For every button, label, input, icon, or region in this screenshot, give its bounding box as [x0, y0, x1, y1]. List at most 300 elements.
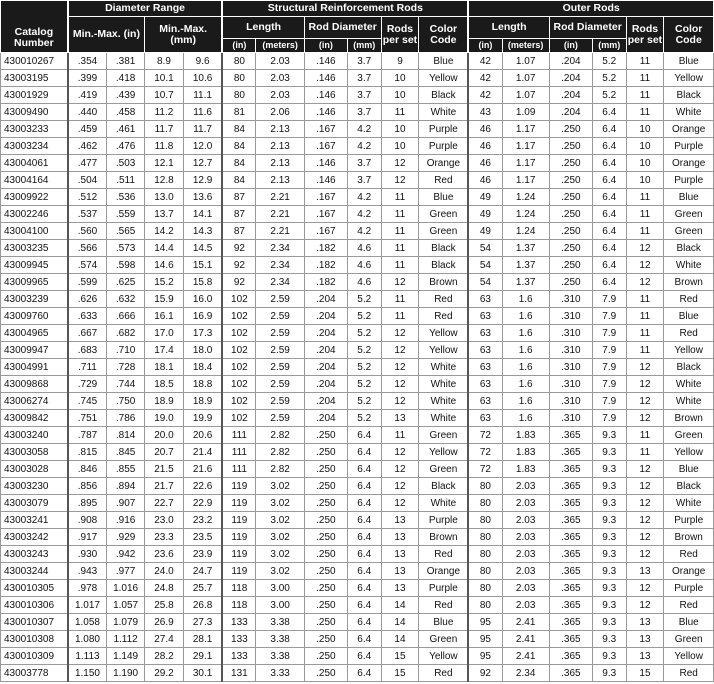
outer-length-in-unit: (in) — [468, 39, 502, 53]
outer-diameter-mm-cell: 7.9 — [592, 291, 626, 308]
structural-length-in-cell: 111 — [222, 444, 256, 461]
outer-length-in-cell: 46 — [468, 121, 502, 138]
outer-color-code-cell: Purple — [664, 172, 714, 189]
outer-length-meters-cell: 2.03 — [502, 512, 549, 529]
structural-color-code-cell: Purple — [419, 512, 468, 529]
outer-rods-per-set-header: Rods per set — [626, 17, 664, 53]
catalog-number-cell: 430010307 — [1, 614, 68, 631]
structural-rods-per-set-header: Rods per set — [381, 17, 419, 53]
structural-diameter-in-cell: .167 — [304, 138, 347, 155]
diameter-max-mm-cell: 19.9 — [183, 410, 222, 427]
diameter-min-mm-cell: 8.9 — [145, 53, 184, 70]
diameter-max-in-cell: .503 — [107, 155, 145, 172]
diameter-max-mm-cell: 14.3 — [183, 223, 222, 240]
diameter-min-mm-cell: 13.0 — [145, 189, 184, 206]
outer-rods-per-set-cell: 11 — [626, 53, 664, 70]
diameter-max-in-cell: .894 — [107, 478, 145, 495]
outer-color-code-cell: Black — [664, 87, 714, 104]
diameter-max-mm-cell: 24.7 — [183, 563, 222, 580]
structural-color-code-cell: Black — [419, 240, 468, 257]
outer-diameter-in-cell: .250 — [549, 172, 592, 189]
outer-diameter-in-cell: .365 — [549, 529, 592, 546]
structural-color-code-cell: Green — [419, 206, 468, 223]
outer-rods-per-set-cell: 12 — [626, 393, 664, 410]
table-row — [1, 240, 714, 257]
outer-rods-per-set-cell: 12 — [626, 274, 664, 291]
structural-length-meters-cell: 2.21 — [256, 206, 304, 223]
structural-length-meters-cell: 2.13 — [256, 155, 304, 172]
catalog-number-cell: 43009490 — [1, 104, 68, 121]
structural-color-code-cell: Red — [419, 665, 468, 682]
structural-rods-per-set-cell: 12 — [381, 461, 419, 478]
structural-diameter-mm-cell: 6.4 — [347, 427, 381, 444]
outer-diameter-in-cell: .365 — [549, 512, 592, 529]
diameter-min-in-cell: 1.113 — [68, 648, 107, 665]
structural-color-code-cell: Yellow — [419, 70, 468, 87]
structural-diameter-mm-cell: 3.7 — [347, 155, 381, 172]
structural-diameter-mm-cell: 5.2 — [347, 393, 381, 410]
structural-length-meters-cell: 3.02 — [256, 478, 304, 495]
structural-length-meters-unit: (meters) — [256, 39, 304, 53]
outer-length-in-cell: 54 — [468, 257, 502, 274]
outer-diameter-in-cell: .250 — [549, 189, 592, 206]
outer-length-in-cell: 63 — [468, 376, 502, 393]
structural-length-in-cell: 111 — [222, 461, 256, 478]
diameter-max-mm-cell: 27.3 — [183, 614, 222, 631]
catalog-number-cell: 43003243 — [1, 546, 68, 563]
structural-length-in-cell: 133 — [222, 648, 256, 665]
outer-diameter-mm-cell: 9.3 — [592, 563, 626, 580]
diameter-max-mm-cell: 14.5 — [183, 240, 222, 257]
outer-length-header: Length — [468, 17, 549, 39]
structural-rods-per-set-cell: 9 — [381, 53, 419, 70]
outer-diameter-in-cell: .250 — [549, 155, 592, 172]
structural-length-in-cell: 102 — [222, 308, 256, 325]
structural-diameter-in-cell: .250 — [304, 597, 347, 614]
structural-length-in-cell: 87 — [222, 206, 256, 223]
outer-length-in-cell: 63 — [468, 359, 502, 376]
outer-rods-per-set-cell: 12 — [626, 461, 664, 478]
outer-length-meters-cell: 1.24 — [502, 189, 549, 206]
diameter-min-in-cell: .745 — [68, 393, 107, 410]
diameter-min-in-cell: .354 — [68, 53, 107, 70]
table-row — [1, 189, 714, 206]
structural-diameter-mm-cell: 3.7 — [347, 172, 381, 189]
outer-diameter-in-cell: .310 — [549, 376, 592, 393]
diameter-max-in-cell: .666 — [107, 308, 145, 325]
diameter-min-in-cell: .626 — [68, 291, 107, 308]
diameter-min-in-cell: .566 — [68, 240, 107, 257]
outer-length-meters-cell: 1.6 — [502, 359, 549, 376]
min-max-mm-header: Min.-Max. (mm) — [145, 17, 223, 53]
catalog-number-cell: 430010309 — [1, 648, 68, 665]
diameter-max-in-cell: .573 — [107, 240, 145, 257]
min-max-in-header: Min.-Max. (in) — [68, 17, 145, 53]
outer-diameter-mm-cell: 7.9 — [592, 308, 626, 325]
structural-diameter-in-cell: .250 — [304, 478, 347, 495]
structural-length-meters-cell: 2.13 — [256, 121, 304, 138]
outer-diameter-in-cell: .204 — [549, 70, 592, 87]
outer-color-code-cell: Yellow — [664, 70, 714, 87]
structural-length-meters-cell: 3.02 — [256, 512, 304, 529]
outer-color-code-cell: White — [664, 376, 714, 393]
table-row — [1, 478, 714, 495]
outer-diameter-in-cell: .365 — [549, 495, 592, 512]
outer-rods-per-set-cell: 12 — [626, 478, 664, 495]
outer-color-code-cell: Red — [664, 291, 714, 308]
outer-rods-per-set-cell: 11 — [626, 206, 664, 223]
structural-length-meters-cell: 2.13 — [256, 138, 304, 155]
outer-length-meters-cell: 1.6 — [502, 325, 549, 342]
structural-diameter-in-cell: .182 — [304, 257, 347, 274]
structural-diameter-in-cell: .146 — [304, 70, 347, 87]
outer-length-meters-cell: 1.6 — [502, 410, 549, 427]
diameter-min-in-cell: .459 — [68, 121, 107, 138]
outer-length-meters-cell: 1.24 — [502, 223, 549, 240]
structural-length-in-cell: 80 — [222, 87, 256, 104]
outer-length-in-cell: 95 — [468, 614, 502, 631]
outer-diameter-in-cell: .310 — [549, 342, 592, 359]
structural-diameter-in-cell: .204 — [304, 325, 347, 342]
diameter-max-mm-cell: 15.8 — [183, 274, 222, 291]
outer-length-meters-cell: 1.24 — [502, 206, 549, 223]
structural-rods-per-set-cell: 12 — [381, 342, 419, 359]
structural-diameter-in-cell: .146 — [304, 87, 347, 104]
structural-diameter-mm-cell: 6.4 — [347, 529, 381, 546]
structural-length-meters-cell: 2.59 — [256, 325, 304, 342]
structural-rods-per-set-cell: 12 — [381, 274, 419, 291]
structural-rods-per-set-cell: 11 — [381, 240, 419, 257]
outer-diameter-mm-cell: 6.4 — [592, 223, 626, 240]
diameter-min-mm-cell: 17.4 — [145, 342, 184, 359]
table-row — [1, 393, 714, 410]
structural-diameter-in-cell: .204 — [304, 393, 347, 410]
structural-rods-per-set-cell: 11 — [381, 427, 419, 444]
structural-length-meters-cell: 3.02 — [256, 563, 304, 580]
diameter-min-mm-cell: 11.8 — [145, 138, 184, 155]
diameter-min-mm-cell: 24.0 — [145, 563, 184, 580]
outer-color-code-cell: Yellow — [664, 342, 714, 359]
diameter-max-in-cell: .476 — [107, 138, 145, 155]
diameter-min-in-cell: 1.150 — [68, 665, 107, 682]
outer-rods-per-set-cell: 12 — [626, 597, 664, 614]
structural-diameter-mm-cell: 4.6 — [347, 274, 381, 291]
structural-length-in-cell: 84 — [222, 172, 256, 189]
outer-diameter-in-unit: (in) — [549, 39, 592, 53]
catalog-number-cell: 43004100 — [1, 223, 68, 240]
diameter-min-in-cell: .895 — [68, 495, 107, 512]
structural-color-code-cell: Blue — [419, 189, 468, 206]
outer-color-code-cell: White — [664, 257, 714, 274]
table-row — [1, 597, 714, 614]
outer-length-meters-cell: 1.07 — [502, 53, 549, 70]
outer-length-in-cell: 63 — [468, 308, 502, 325]
diameter-min-in-cell: .787 — [68, 427, 107, 444]
outer-rods-per-set-cell: 12 — [626, 495, 664, 512]
structural-length-meters-cell: 2.59 — [256, 393, 304, 410]
diameter-max-in-cell: .439 — [107, 87, 145, 104]
structural-diameter-in-cell: .204 — [304, 342, 347, 359]
structural-rods-per-set-cell: 10 — [381, 138, 419, 155]
diameter-max-mm-cell: 15.1 — [183, 257, 222, 274]
table-row — [1, 512, 714, 529]
structural-diameter-in-cell: .167 — [304, 189, 347, 206]
outer-color-code-cell: Green — [664, 631, 714, 648]
outer-length-in-cell: 42 — [468, 53, 502, 70]
structural-length-meters-cell: 2.82 — [256, 461, 304, 478]
diameter-min-mm-cell: 17.0 — [145, 325, 184, 342]
outer-length-meters-cell: 1.07 — [502, 70, 549, 87]
outer-diameter-in-cell: .250 — [549, 223, 592, 240]
diameter-max-mm-cell: 12.9 — [183, 172, 222, 189]
structural-color-code-cell: Orange — [419, 563, 468, 580]
diameter-max-mm-cell: 23.2 — [183, 512, 222, 529]
catalog-number-cell: 43003242 — [1, 529, 68, 546]
diameter-max-mm-cell: 16.0 — [183, 291, 222, 308]
structural-diameter-mm-cell: 3.7 — [347, 70, 381, 87]
outer-color-code-cell: Blue — [664, 189, 714, 206]
diameter-max-in-cell: .536 — [107, 189, 145, 206]
structural-length-meters-cell: 2.34 — [256, 257, 304, 274]
structural-color-code-cell: Brown — [419, 274, 468, 291]
diameter-max-in-cell: 1.057 — [107, 597, 145, 614]
structural-rods-per-set-cell: 10 — [381, 121, 419, 138]
structural-length-meters-cell: 2.59 — [256, 376, 304, 393]
structural-diameter-in-cell: .204 — [304, 291, 347, 308]
diameter-min-mm-cell: 28.2 — [145, 648, 184, 665]
diameter-max-in-cell: .418 — [107, 70, 145, 87]
diameter-min-mm-cell: 24.8 — [145, 580, 184, 597]
outer-diameter-mm-cell: 6.4 — [592, 274, 626, 291]
structural-length-meters-cell: 2.03 — [256, 53, 304, 70]
outer-length-meters-cell: 1.37 — [502, 240, 549, 257]
diameter-max-in-cell: .565 — [107, 223, 145, 240]
structural-diameter-mm-cell: 6.4 — [347, 495, 381, 512]
diameter-max-in-cell: .632 — [107, 291, 145, 308]
catalog-number-cell: 43003240 — [1, 427, 68, 444]
outer-diameter-mm-cell: 6.4 — [592, 240, 626, 257]
outer-diameter-in-cell: .365 — [549, 614, 592, 631]
diameter-max-mm-cell: 12.7 — [183, 155, 222, 172]
table-row — [1, 223, 714, 240]
diameter-min-mm-cell: 18.5 — [145, 376, 184, 393]
structural-diameter-mm-cell: 6.4 — [347, 478, 381, 495]
outer-length-in-cell: 80 — [468, 546, 502, 563]
diameter-max-mm-cell: 28.1 — [183, 631, 222, 648]
structural-diameter-in-cell: .146 — [304, 53, 347, 70]
catalog-number-cell: 43003235 — [1, 240, 68, 257]
outer-color-code-cell: Blue — [664, 308, 714, 325]
diameter-max-in-cell: .728 — [107, 359, 145, 376]
outer-diameter-in-cell: .310 — [549, 393, 592, 410]
structural-diameter-in-cell: .250 — [304, 512, 347, 529]
diameter-max-mm-cell: 14.1 — [183, 206, 222, 223]
outer-diameter-mm-cell: 6.4 — [592, 189, 626, 206]
diameter-max-mm-cell: 18.8 — [183, 376, 222, 393]
diameter-min-mm-cell: 23.6 — [145, 546, 184, 563]
outer-rods-per-set-cell: 10 — [626, 155, 664, 172]
structural-diameter-mm-cell: 4.2 — [347, 223, 381, 240]
structural-length-meters-cell: 2.59 — [256, 308, 304, 325]
outer-color-code-cell: White — [664, 495, 714, 512]
outer-rods-per-set-cell: 11 — [626, 70, 664, 87]
catalog-number-cell: 43006274 — [1, 393, 68, 410]
structural-length-meters-cell: 2.21 — [256, 223, 304, 240]
structural-length-in-cell: 102 — [222, 359, 256, 376]
structural-diameter-in-cell: .250 — [304, 614, 347, 631]
outer-rods-per-set-cell: 11 — [626, 223, 664, 240]
structural-length-in-cell: 92 — [222, 240, 256, 257]
outer-diameter-in-cell: .365 — [549, 444, 592, 461]
structural-diameter-mm-cell: 5.2 — [347, 325, 381, 342]
structural-rods-per-set-cell: 12 — [381, 155, 419, 172]
diameter-max-mm-cell: 21.6 — [183, 461, 222, 478]
outer-diameter-mm-cell: 9.3 — [592, 427, 626, 444]
outer-length-in-cell: 42 — [468, 87, 502, 104]
diameter-min-mm-cell: 21.5 — [145, 461, 184, 478]
structural-color-code-cell: White — [419, 393, 468, 410]
outer-rods-per-set-cell: 11 — [626, 325, 664, 342]
outer-diameter-in-cell: .250 — [549, 121, 592, 138]
diameter-min-in-cell: .908 — [68, 512, 107, 529]
outer-length-meters-cell: 1.6 — [502, 393, 549, 410]
structural-diameter-mm-cell: 4.6 — [347, 257, 381, 274]
structural-diameter-in-cell: .182 — [304, 240, 347, 257]
diameter-min-mm-cell: 29.2 — [145, 665, 184, 682]
diameter-min-mm-cell: 14.4 — [145, 240, 184, 257]
diameter-max-mm-cell: 23.9 — [183, 546, 222, 563]
diameter-min-mm-cell: 26.9 — [145, 614, 184, 631]
outer-diameter-mm-cell: 9.3 — [592, 444, 626, 461]
outer-diameter-in-cell: .365 — [549, 631, 592, 648]
structural-length-in-cell: 119 — [222, 546, 256, 563]
structural-color-code-cell: White — [419, 495, 468, 512]
outer-diameter-mm-cell: 7.9 — [592, 325, 626, 342]
diameter-min-mm-cell: 15.2 — [145, 274, 184, 291]
structural-diameter-mm-cell: 3.7 — [347, 53, 381, 70]
structural-diameter-mm-cell: 6.4 — [347, 648, 381, 665]
structural-color-code-cell: White — [419, 410, 468, 427]
catalog-number-cell: 43003058 — [1, 444, 68, 461]
catalog-number-cell: 43001929 — [1, 87, 68, 104]
structural-length-meters-cell: 3.00 — [256, 580, 304, 597]
outer-color-code-cell: Green — [664, 206, 714, 223]
outer-rods-per-set-cell: 11 — [626, 104, 664, 121]
outer-diameter-in-cell: .204 — [549, 104, 592, 121]
outer-length-in-cell: 80 — [468, 529, 502, 546]
structural-length-meters-cell: 3.38 — [256, 631, 304, 648]
structural-rods-per-set-cell: 12 — [381, 172, 419, 189]
diameter-max-in-cell: .916 — [107, 512, 145, 529]
structural-diameter-in-cell: .250 — [304, 665, 347, 682]
outer-diameter-in-cell: .365 — [549, 546, 592, 563]
outer-color-code-cell: Brown — [664, 410, 714, 427]
structural-diameter-in-cell: .167 — [304, 206, 347, 223]
table-row — [1, 155, 714, 172]
outer-length-in-cell: 63 — [468, 342, 502, 359]
table-row — [1, 53, 714, 70]
diameter-max-in-cell: .710 — [107, 342, 145, 359]
diameter-min-in-cell: .815 — [68, 444, 107, 461]
structural-rods-per-set-cell: 13 — [381, 410, 419, 427]
structural-length-in-cell: 92 — [222, 274, 256, 291]
outer-length-meters-cell: 1.83 — [502, 461, 549, 478]
outer-rod-diameter-header: Rod Diameter — [549, 17, 626, 39]
table-row — [1, 325, 714, 342]
structural-diameter-mm-cell: 6.4 — [347, 580, 381, 597]
outer-length-meters-cell: 1.17 — [502, 155, 549, 172]
structural-diameter-in-cell: .146 — [304, 104, 347, 121]
catalog-number-cell: 43002246 — [1, 206, 68, 223]
outer-color-code-cell: Orange — [664, 121, 714, 138]
structural-rod-diameter-header: Rod Diameter — [304, 17, 381, 39]
outer-color-code-cell: Blue — [664, 461, 714, 478]
structural-length-in-cell: 92 — [222, 257, 256, 274]
table-row — [1, 104, 714, 121]
structural-diameter-mm-unit: (mm) — [347, 39, 381, 53]
structural-diameter-mm-cell: 5.2 — [347, 410, 381, 427]
outer-length-in-cell: 63 — [468, 291, 502, 308]
outer-rods-per-set-cell: 12 — [626, 512, 664, 529]
table-row — [1, 546, 714, 563]
outer-length-in-cell: 80 — [468, 512, 502, 529]
diameter-min-in-cell: .751 — [68, 410, 107, 427]
catalog-number-cell: 43004965 — [1, 325, 68, 342]
outer-diameter-mm-cell: 6.4 — [592, 206, 626, 223]
diameter-max-mm-cell: 18.9 — [183, 393, 222, 410]
outer-length-in-cell: 80 — [468, 563, 502, 580]
structural-color-code-cell: Purple — [419, 121, 468, 138]
catalog-number-cell: 430010267 — [1, 53, 68, 70]
table-body — [1, 53, 714, 682]
structural-rods-per-set-cell: 12 — [381, 359, 419, 376]
diameter-max-in-cell: 1.190 — [107, 665, 145, 682]
diameter-min-in-cell: .711 — [68, 359, 107, 376]
structural-diameter-in-cell: .250 — [304, 580, 347, 597]
outer-length-meters-cell: 1.83 — [502, 444, 549, 461]
outer-length-meters-cell: 1.09 — [502, 104, 549, 121]
outer-color-code-cell: Blue — [664, 53, 714, 70]
outer-length-meters-cell: 1.17 — [502, 138, 549, 155]
outer-rods-per-set-cell: 12 — [626, 529, 664, 546]
outer-length-meters-cell: 2.03 — [502, 580, 549, 597]
outer-length-in-cell: 72 — [468, 427, 502, 444]
table-row — [1, 427, 714, 444]
outer-color-code-cell: Green — [664, 223, 714, 240]
outer-length-in-cell: 95 — [468, 631, 502, 648]
outer-length-in-cell: 54 — [468, 274, 502, 291]
structural-color-code-cell: Green — [419, 427, 468, 444]
structural-rods-per-set-cell: 11 — [381, 308, 419, 325]
outer-length-meters-cell: 1.17 — [502, 121, 549, 138]
outer-color-code-cell: Black — [664, 478, 714, 495]
table-row — [1, 631, 714, 648]
structural-diameter-in-cell: .250 — [304, 631, 347, 648]
outer-diameter-in-cell: .250 — [549, 206, 592, 223]
structural-diameter-mm-cell: 6.4 — [347, 597, 381, 614]
structural-color-code-cell: Brown — [419, 529, 468, 546]
outer-diameter-in-cell: .365 — [549, 563, 592, 580]
outer-length-in-cell: 49 — [468, 206, 502, 223]
outer-rods-per-set-cell: 13 — [626, 631, 664, 648]
structural-length-in-cell: 119 — [222, 512, 256, 529]
outer-diameter-mm-cell: 9.3 — [592, 614, 626, 631]
diameter-min-in-cell: .729 — [68, 376, 107, 393]
diameter-max-in-cell: .511 — [107, 172, 145, 189]
outer-diameter-mm-cell: 9.3 — [592, 529, 626, 546]
structural-rods-per-set-cell: 14 — [381, 631, 419, 648]
structural-length-in-cell: 84 — [222, 138, 256, 155]
